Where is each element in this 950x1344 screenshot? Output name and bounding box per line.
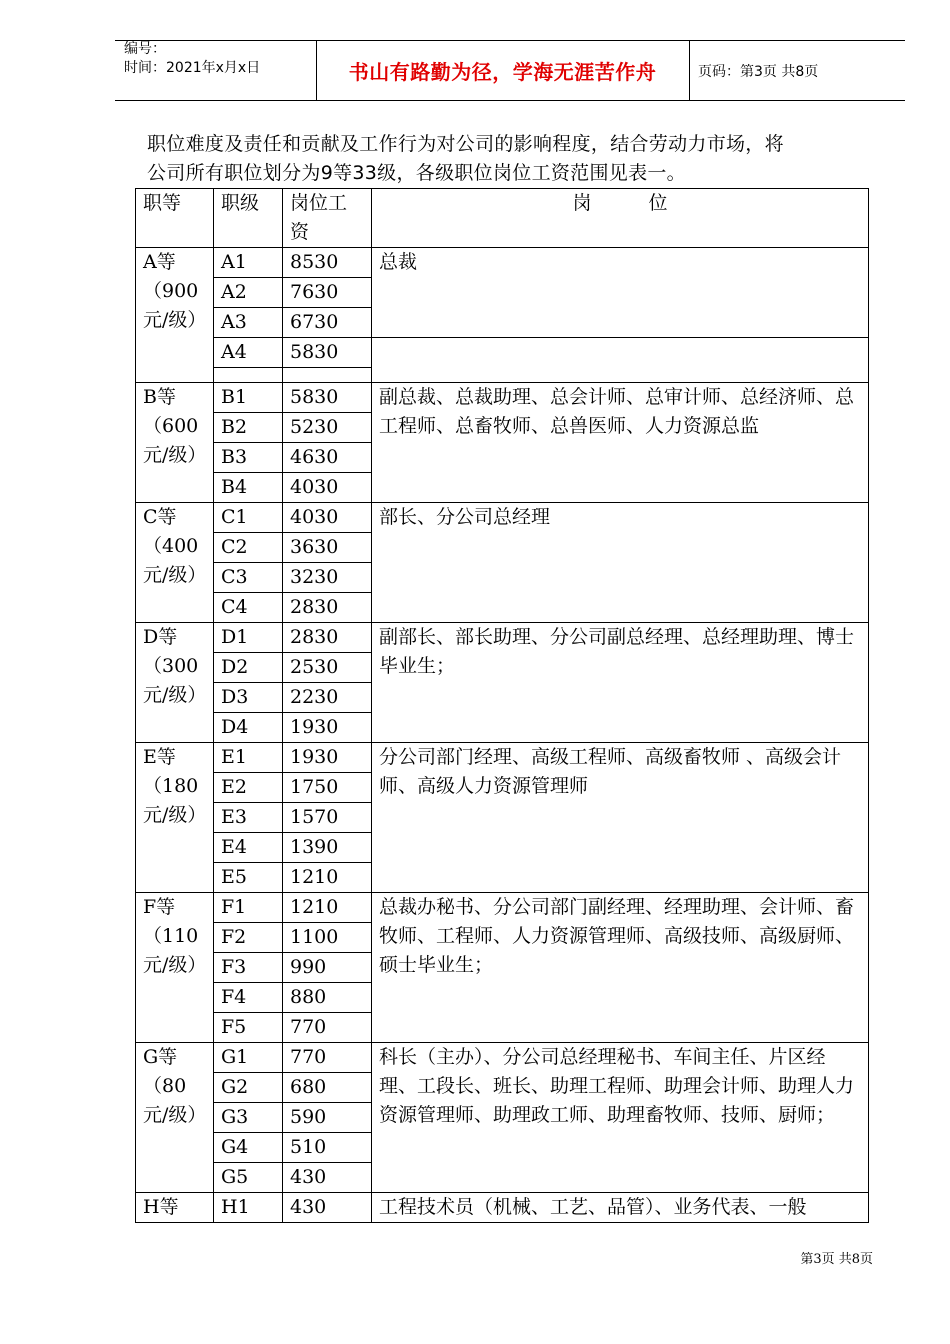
intro-line-1: 职位难度及责任和贡献及工作行为对公司的影响程度，结合劳动力市场，将 [147,133,784,155]
salary-cell: 2830 [283,593,372,623]
level-cell: A2 [214,278,283,308]
salary-cell: 680 [283,1073,372,1103]
salary-cell: 880 [283,983,372,1013]
header-position: 岗 位 [372,189,869,248]
salary-cell: 1930 [283,713,372,743]
salary-cell: 5230 [283,413,372,443]
level-cell: C3 [214,563,283,593]
salary-cell: 3630 [283,533,372,563]
salary-cell: 590 [283,1103,372,1133]
header-number: 编号： [124,41,166,57]
salary-cell: 4030 [283,473,372,503]
salary-cell: 7630 [283,278,372,308]
header-bottom-rule [115,100,905,101]
grade-cell: G等（80元/级） [136,1043,214,1193]
level-cell: C1 [214,503,283,533]
salary-cell: 6730 [283,308,372,338]
table-row [136,338,869,368]
grade-cell: C等（400元/级） [136,503,214,623]
level-cell: H1 [214,1193,283,1223]
level-cell: G5 [214,1163,283,1193]
level-cell: F3 [214,953,283,983]
footer-page-number: 第3页 共8页 [800,1252,873,1267]
header-slogan: 书山有路勤为径，学海无涯苦作舟 [348,60,657,84]
level-cell: A3 [214,308,283,338]
table-row [136,893,869,923]
grade-cell: A等（900元/级） [136,248,214,383]
header-time: 时间：2021年x月x日 [124,60,261,76]
salary-cell: 510 [283,1133,372,1163]
header-divider [689,40,690,100]
position-cell: 总裁办秘书、分公司部门副经理、经理助理、会计师、畜牧师、工程师、人力资源管理师、高级技师、高级厨师、硕士毕业生； [372,893,869,1043]
position-cell: 科长（主办）、分公司总经理秘书、车间主任、片区经理、工段长、班长、助理工程师、助理会计师、助理人力资源管理师、助理政工师、助理畜牧师、技师、厨师； [372,1043,869,1193]
salary-cell: 1930 [283,743,372,773]
position-cell: 总裁 [372,248,869,338]
level-cell: A1 [214,248,283,278]
position-cell: 副部长、部长助理、分公司副总经理、总经理助理、博士毕业生； [372,623,869,743]
header-salary: 岗位工资 [283,189,372,248]
grade-cell: B等（600元/级） [136,383,214,503]
level-cell: D3 [214,683,283,713]
grade-cell: H等 [136,1193,214,1223]
salary-cell: 430 [283,1163,372,1193]
salary-cell: 1750 [283,773,372,803]
level-cell: F2 [214,923,283,953]
level-cell: G1 [214,1043,283,1073]
header-page-number: 页码：第3页 共8页 [698,64,819,80]
level-cell: E2 [214,773,283,803]
salary-cell: 770 [283,1013,372,1043]
level-cell: C2 [214,533,283,563]
level-cell: E4 [214,833,283,863]
table-row [136,248,869,278]
salary-cell: 1210 [283,863,372,893]
salary-grade-table [135,188,869,1223]
position-cell: 工程技术员（机械、工艺、品管）、业务代表、一般 [372,1193,869,1223]
level-cell: G3 [214,1103,283,1133]
table-row [136,623,869,653]
position-cell: 副总裁、总裁助理、总会计师、总审计师、总经济师、总工程师、总畜牧师、总兽医师、人力资源总监 [372,383,869,503]
salary-cell: 8530 [283,248,372,278]
salary-cell: 1390 [283,833,372,863]
salary-cell: 770 [283,1043,372,1073]
salary-cell: 1100 [283,923,372,953]
level-cell: E3 [214,803,283,833]
salary-cell: 4030 [283,503,372,533]
header-grade: 职等 [136,189,214,248]
salary-cell: 2230 [283,683,372,713]
table-row [136,1043,869,1073]
position-cell: 部长、分公司总经理 [372,503,869,623]
level-cell: B3 [214,443,283,473]
level-cell: G2 [214,1073,283,1103]
salary-cell: 2530 [283,653,372,683]
salary-cell: 5830 [283,383,372,413]
level-cell: C4 [214,593,283,623]
level-cell: B2 [214,413,283,443]
salary-cell: 1570 [283,803,372,833]
salary-cell: 2830 [283,623,372,653]
table-row [136,383,869,413]
salary-cell: 5830 [283,338,372,368]
level-cell: E5 [214,863,283,893]
level-cell: D4 [214,713,283,743]
position-cell-empty [372,338,869,383]
level-cell: D1 [214,623,283,653]
level-cell: F1 [214,893,283,923]
grade-cell: E等（180元/级） [136,743,214,893]
grade-cell: F等（110元/级） [136,893,214,1043]
level-cell: D2 [214,653,283,683]
level-cell: E1 [214,743,283,773]
header-meta [124,40,260,78]
level-cell: B1 [214,383,283,413]
salary-cell: 430 [283,1193,372,1223]
table-row [136,503,869,533]
salary-cell: 990 [283,953,372,983]
salary-cell: 4630 [283,443,372,473]
intro-line-2: 公司所有职位划分为9等33级，各级职位岗位工资范围见表一。 [147,162,686,184]
table-row [136,1193,869,1223]
level-cell: F5 [214,1013,283,1043]
header-level: 职级 [214,189,283,248]
table-row [136,743,869,773]
level-cell: A4 [214,338,283,368]
spacer-salary-cell [283,368,372,383]
spacer-level-cell [214,368,283,383]
salary-cell: 1210 [283,893,372,923]
intro-paragraph [147,130,784,188]
level-cell: F4 [214,983,283,1013]
level-cell: B4 [214,473,283,503]
level-cell: G4 [214,1133,283,1163]
position-cell: 分公司部门经理、高级工程师、高级畜牧师 、高级会计师、高级人力资源管理师 [372,743,869,893]
table-header-row [136,189,869,248]
grade-cell: D等（300元/级） [136,623,214,743]
salary-cell: 3230 [283,563,372,593]
